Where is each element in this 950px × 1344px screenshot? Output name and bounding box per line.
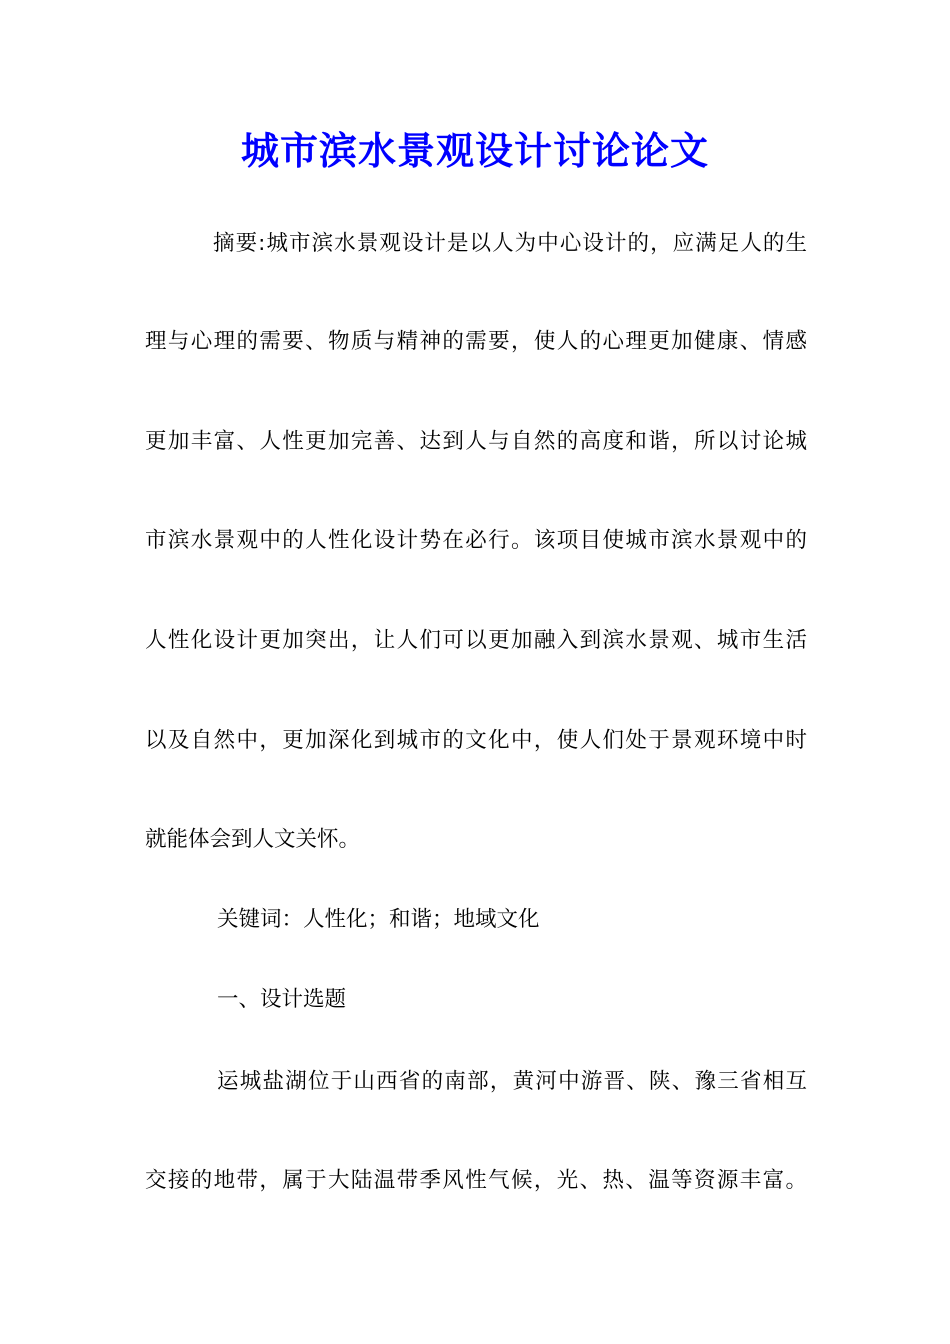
abstract-line-5: 人性化设计更加突出，让人们可以更加融入到滨水景观、城市生活 — [145, 628, 807, 653]
abstract-line-7: 就能体会到人文关怀。 — [145, 827, 361, 852]
keywords-line: 关键词：人性化；和谐；地域文化 — [217, 907, 540, 932]
paragraph-line-1: 运城盐湖位于山西省的南部，黄河中游晋、陕、豫三省相互 — [217, 1069, 807, 1094]
document-title: 城市滨水景观设计讨论论文 — [240, 128, 709, 173]
abstract-line-3: 更加丰富、人性更加完善、达到人与自然的高度和谐，所以讨论城 — [145, 429, 807, 454]
abstract-line-1: 摘要:城市滨水景观设计是以人为中心设计的，应满足人的生 — [213, 231, 807, 256]
section-heading: 一、设计选题 — [217, 987, 347, 1012]
abstract-line-2: 理与心理的需要、物质与精神的需要，使人的心理更加健康、情感 — [145, 329, 807, 354]
abstract-line-4: 市滨水景观中的人性化设计势在必行。该项目使城市滨水景观中的 — [145, 528, 807, 553]
abstract-line-6: 以及自然中，更加深化到城市的文化中，使人们处于景观环境中时 — [145, 728, 807, 753]
paragraph-line-2: 交接的地带，属于大陆温带季风性气候，光、热、温等资源丰富。 — [145, 1168, 807, 1193]
